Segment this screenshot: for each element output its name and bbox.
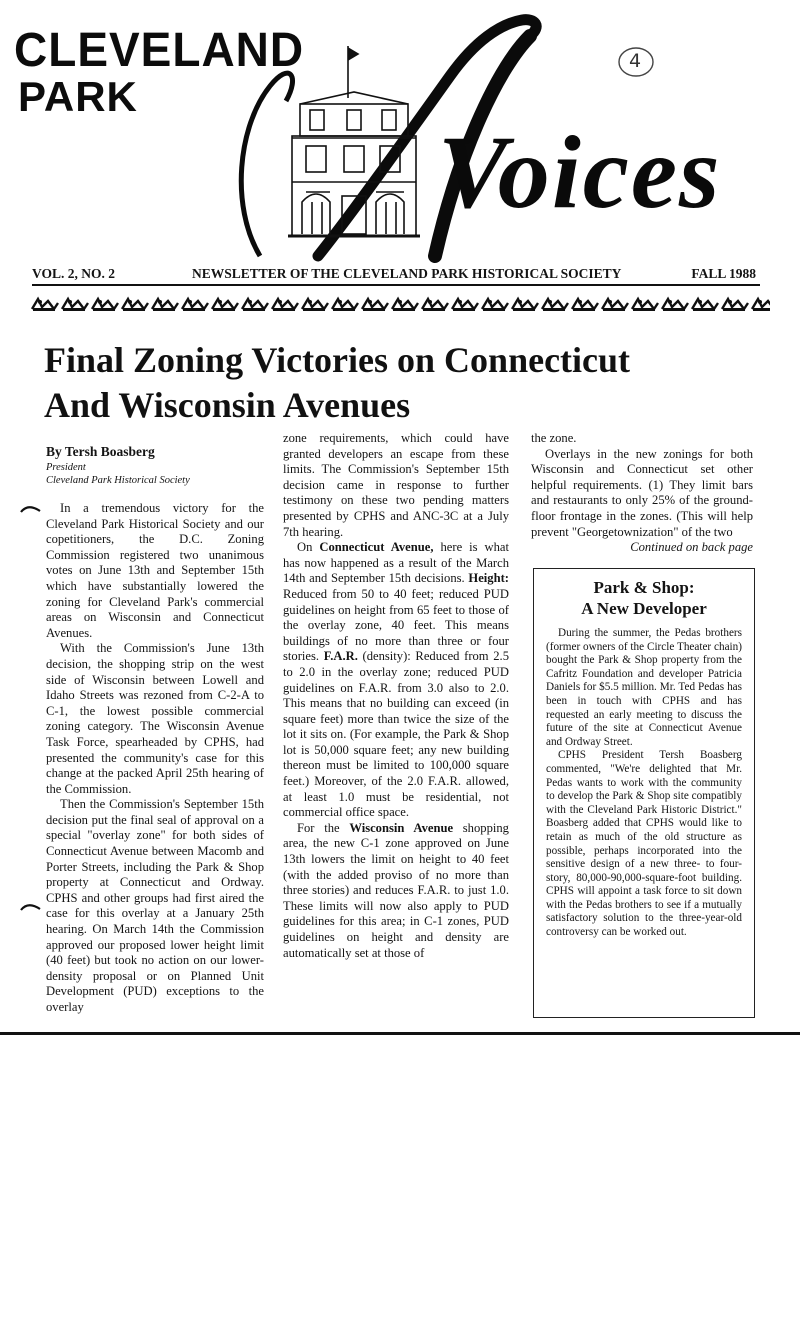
sidebar-box	[533, 568, 755, 1018]
paragraph: CPHS President Tersh Boasberg commented, "We're delighted that Mr. Pedas wants to work with the community to develop the Park & Shop site compatibly with the Cleveland Park Historic District." Boasberg added that CPHS would like to retain as much of the old structure as possible, perhaps incorporated into the sensitive design of a new three- to four-story, 80,000-90,000-square-foot building. CPHS will appoint a task force to sit down with the Pedas brothers to see if a mutually satisfactory solution to the three-year-old controversy can be worked out.	[546, 749, 742, 939]
article-column-1	[46, 443, 264, 1016]
continued-note: Continued on back page	[630, 540, 753, 555]
text-bold: Connecticut Avenue,	[319, 540, 434, 555]
page-bottom-edge	[0, 1032, 800, 1035]
text: Reduced from 50 to 40 feet; reduced PUD guidelines on height from 65 feet to those of the overlay zone, 40 feet. This means buildings of no more than three or four stories.	[283, 586, 509, 664]
paragraph: With the Commission's June 13th decision, the shopping strip on the west side of Wisconsin between Lowell and Idaho Streets was rezoned from C-2-A to C-1, the lowest possible commercial zoning category. The Wisconsin Avenue Task Force, spearheaded by CPHS, had presented the community's case for this change at the packed April 25th hearing of the Commission.	[46, 641, 264, 796]
text: For the	[297, 820, 350, 835]
headline-line-1: Final Zoning Victories on Connecticut	[44, 340, 631, 380]
masthead-title-cleveland: CLEVELAND	[14, 21, 305, 77]
author-organization: Cleveland Park Historical Society	[46, 475, 190, 486]
issue-season: FALL 1988	[691, 266, 756, 281]
issue-info-row	[32, 266, 756, 284]
paragraph: the zone.	[531, 431, 577, 445]
newsletter-subtitle: NEWSLETTER OF THE CLEVELAND PARK HISTORICAL SOCIETY	[192, 266, 622, 281]
masthead-title-voices: Voices	[438, 115, 722, 230]
volume-number: VOL. 2, NO. 2	[32, 266, 115, 281]
paragraph	[283, 540, 509, 821]
text-bold: F.A.R.	[323, 649, 358, 664]
paragraph: Overlays in the new zonings for both Wisconsin and Connecticut set other helpful requirements. (1) They limit bars and restaurants to only 25% of the ground-floor frontage in the zones. (This will help prevent "Georgetownization" of the two	[531, 446, 753, 539]
paragraph: Then the Commission's September 15th decision put the final seal of approval on a special "overlay zone" for both sides of Connecticut Avenue between Macomb and Porter Streets, including the Park & Shop property at Connecticut and Ordway. CPHS and other groups had first aired the case for this overlay at a January 25th hearing. On March 14th the Commission approved our proposed lower height limit (40 feet) but took no action on our lower-density proposal or on Planned Unit Development (PUD) exceptions to the overlay	[46, 797, 264, 1014]
paragraph	[283, 821, 509, 961]
text: (density): Reduced from 2.5 to 2.0 in the overlay zone; reduced PUD guidelines on F.A.R. from 3.0 also to 2.0. This means that no building can exceed (in square feet) more than twice the size of the lot it sits on. (For example, the Park & Shop lot is 50,000 square feet; any new building thereon must be limited to 100,000 square feet.) Moreover, of the 2.0 F.A.R. allowed, at least 1.0 must be residential, not commercial office space.	[283, 649, 509, 820]
article-column-3	[531, 431, 753, 556]
article-column-2	[283, 431, 509, 961]
article-headline	[44, 338, 764, 428]
paragraph: In a tremendous victory for the Cleveland Park Historical Society and our copetitioners, the D.C. Zoning Commission registered two unanimous votes on June 13th and September 15th which have substantially lowered the zoning for Cleveland Park's commercial areas on Wisconsin and Connecticut Avenues.	[46, 501, 264, 640]
sidebar-title-line-2: A New Developer	[581, 599, 707, 618]
text-bold: Height:	[468, 571, 509, 586]
text: here is what has now happened as a result of the March 14th and September 15th decisions.	[283, 540, 509, 586]
text-bold: Wisconsin Avenue	[349, 820, 454, 835]
margin-mark	[20, 901, 42, 911]
sidebar-body	[546, 627, 742, 940]
margin-mark	[20, 503, 42, 513]
text: On	[297, 540, 320, 555]
paragraph: zone requirements, which could have granted developers an escape from these limits. The Commission's September 15th decision came in response to further testimony on these two pending matters presented by CPHS and ANC-3C at a July 7th hearing.	[283, 431, 509, 539]
decorative-ornament-strip	[30, 295, 770, 315]
author-role: President	[46, 462, 86, 473]
byline: By Tersh Boasberg	[46, 444, 155, 459]
text: shopping area, the new C-1 zone approved on June 13th lowers the limit on height to 40 feet (with the added proviso of no more than three stories) and reduces F.A.R. to just 1.0. These limits will now also apply to PUD guidelines for this area; in C-1 zones, PUD guidelines on height and density are automatically set at those of	[283, 820, 509, 960]
masthead-title-park: PARK	[18, 73, 138, 120]
masthead-rule	[32, 284, 760, 286]
handwritten-page-number: 4	[628, 50, 642, 72]
headline-line-2: And Wisconsin Avenues	[44, 385, 411, 425]
sidebar-title-line-1: Park & Shop:	[593, 578, 695, 597]
paragraph: During the summer, the Pedas brothers (former owners of the Circle Theater chain) bought the Park & Shop property from the Cafritz Foundation and developer Patricia Daniels for $5.5 million. Mr. Ted Pedas has been in touch with CPHS and has requested an early meeting to discuss the future of the site at Connecticut Avenue and Ordway Street.	[546, 627, 742, 748]
